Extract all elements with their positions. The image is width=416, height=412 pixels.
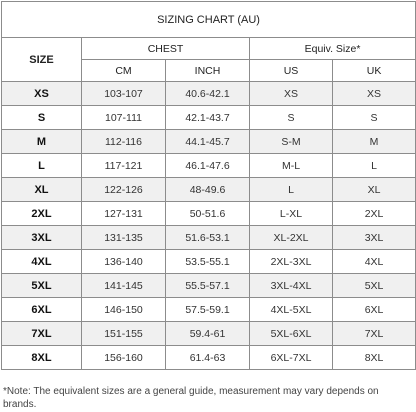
us-size-cell: L <box>250 178 333 202</box>
uk-size-cell: 4XL <box>333 250 416 274</box>
size-rows <box>2 82 416 370</box>
size-cell: L <box>2 154 82 178</box>
chest-cm-cell: 136-140 <box>82 250 166 274</box>
chest-cm-cell: 156-160 <box>82 346 166 370</box>
chest-cm-cell: 122-126 <box>82 178 166 202</box>
us-size-cell: 3XL-4XL <box>250 274 333 298</box>
uk-size-cell: 3XL <box>333 226 416 250</box>
us-size-cell: M-L <box>250 154 333 178</box>
uk-size-cell: 6XL <box>333 298 416 322</box>
table-row <box>2 154 416 178</box>
chest-inch-cell: 44.1-45.7 <box>166 130 250 154</box>
chest-cm-cell: 127-131 <box>82 202 166 226</box>
size-column-header: SIZE <box>2 38 82 82</box>
chart-title: SIZING CHART (AU) <box>2 2 416 38</box>
us-size-cell: S-M <box>250 130 333 154</box>
chest-inch-cell: 59.4-61 <box>166 322 250 346</box>
chest-cm-cell: 151-155 <box>82 322 166 346</box>
table-row <box>2 226 416 250</box>
table-row <box>2 274 416 298</box>
uk-size-cell: S <box>333 106 416 130</box>
equiv-size-group-header: Equiv. Size* <box>250 38 416 60</box>
us-size-cell: 6XL-7XL <box>250 346 333 370</box>
chest-inch-cell: 40.6-42.1 <box>166 82 250 106</box>
us-size-cell: 2XL-3XL <box>250 250 333 274</box>
size-cell: 7XL <box>2 322 82 346</box>
table-row <box>2 322 416 346</box>
us-size-cell: XS <box>250 82 333 106</box>
cm-column-header: CM <box>82 60 166 82</box>
table-row <box>2 82 416 106</box>
uk-size-cell: 8XL <box>333 346 416 370</box>
chest-inch-cell: 53.5-55.1 <box>166 250 250 274</box>
chest-cm-cell: 112-116 <box>82 130 166 154</box>
chest-cm-cell: 117-121 <box>82 154 166 178</box>
chest-group-header: CHEST <box>82 38 250 60</box>
size-cell: S <box>2 106 82 130</box>
table-row <box>2 298 416 322</box>
chest-inch-cell: 57.5-59.1 <box>166 298 250 322</box>
table-row <box>2 130 416 154</box>
chest-inch-cell: 42.1-43.7 <box>166 106 250 130</box>
uk-size-cell: M <box>333 130 416 154</box>
chest-inch-cell: 55.5-57.1 <box>166 274 250 298</box>
size-cell: 3XL <box>2 226 82 250</box>
us-size-cell: L-XL <box>250 202 333 226</box>
size-cell: 4XL <box>2 250 82 274</box>
chest-inch-cell: 50-51.6 <box>166 202 250 226</box>
uk-size-cell: 5XL <box>333 274 416 298</box>
size-cell: 8XL <box>2 346 82 370</box>
inch-column-header: INCH <box>166 60 250 82</box>
chest-inch-cell: 46.1-47.6 <box>166 154 250 178</box>
chest-inch-cell: 61.4-63 <box>166 346 250 370</box>
table-row <box>2 106 416 130</box>
chest-cm-cell: 141-145 <box>82 274 166 298</box>
chest-cm-cell: 131-135 <box>82 226 166 250</box>
chest-inch-cell: 48-49.6 <box>166 178 250 202</box>
uk-size-cell: 2XL <box>333 202 416 226</box>
size-cell: 2XL <box>2 202 82 226</box>
table-row <box>2 202 416 226</box>
sizing-table <box>1 1 416 370</box>
us-size-cell: 5XL-6XL <box>250 322 333 346</box>
table-row <box>2 250 416 274</box>
size-cell: 6XL <box>2 298 82 322</box>
uk-size-cell: XL <box>333 178 416 202</box>
chest-inch-cell: 51.6-53.1 <box>166 226 250 250</box>
table-row <box>2 346 416 370</box>
us-column-header: US <box>250 60 333 82</box>
us-size-cell: XL-2XL <box>250 226 333 250</box>
uk-size-cell: XS <box>333 82 416 106</box>
chest-cm-cell: 146-150 <box>82 298 166 322</box>
chest-cm-cell: 107-111 <box>82 106 166 130</box>
uk-column-header: UK <box>333 60 416 82</box>
uk-size-cell: L <box>333 154 416 178</box>
us-size-cell: 4XL-5XL <box>250 298 333 322</box>
size-cell: 5XL <box>2 274 82 298</box>
table-row <box>2 178 416 202</box>
size-cell: XL <box>2 178 82 202</box>
uk-size-cell: 7XL <box>333 322 416 346</box>
chest-cm-cell: 103-107 <box>82 82 166 106</box>
size-cell: XS <box>2 82 82 106</box>
footnote: *Note: The equivalent sizes are a general guide, measurement may vary depends on brands. <box>3 386 379 410</box>
us-size-cell: S <box>250 106 333 130</box>
size-cell: M <box>2 130 82 154</box>
